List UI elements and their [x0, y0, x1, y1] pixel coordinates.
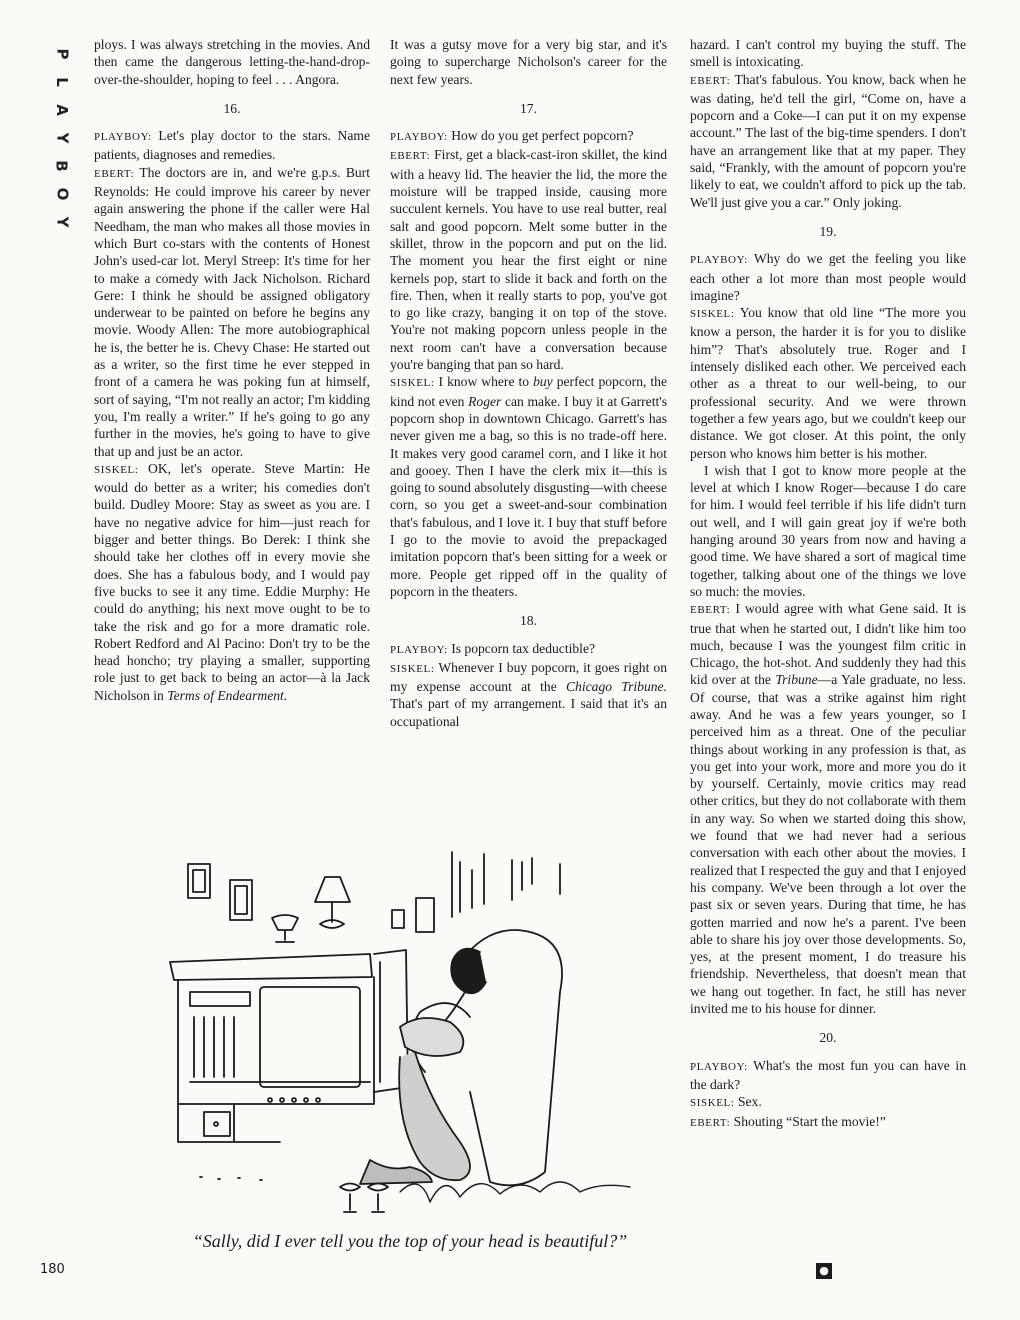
question-text: Why do we get the feeling you like each other a lot more than most people would imagine?: [690, 251, 966, 303]
answer-text: Sex.: [734, 1094, 762, 1110]
answer: [390, 373, 667, 600]
running-head-letter: O: [52, 187, 71, 201]
dial: [316, 1098, 320, 1102]
speaker-label: SISKEL:: [690, 1097, 735, 1110]
wall-frame: [416, 898, 434, 932]
film-title: Terms of Endearment.: [167, 687, 288, 703]
speaker-label: PLAYBOY:: [390, 643, 448, 656]
question-text: Is popcorn tax deductible?: [447, 640, 596, 656]
running-head-letter: A: [52, 104, 71, 116]
dial: [292, 1098, 296, 1102]
question: [390, 127, 667, 146]
wall-outlet: [392, 910, 404, 928]
rabbit-end-mark-icon: ●: [816, 1263, 832, 1279]
page-number: 180: [40, 1262, 65, 1277]
paragraph: hazard. I can't control my buying the stuff. The smell is intoxicating.: [690, 37, 966, 70]
answer-text: You know that old line “The more you know a person, the harder it is for you to dislike him”? That's absolutely true. Roger and I intensely disliked each other. We perceived each other as a threat to our well-being, to our professional security. And we were thrown together a few years ago, but we couldn't keep our distance. We got closer. At this point, the only person who knows him better is his mother.: [690, 305, 966, 461]
question: [390, 640, 667, 659]
running-head-letter: P: [53, 48, 71, 60]
answer: [690, 600, 966, 1017]
lamp-base: [320, 902, 344, 928]
woman-hair: [400, 1018, 463, 1056]
speaker-label: EBERT:: [690, 1116, 731, 1129]
section-number: 18.: [520, 613, 537, 629]
speaker-label: SISKEL:: [390, 377, 435, 390]
answer: [690, 1093, 966, 1112]
answer-text: perfect popcorn, the kind not even: [390, 374, 667, 409]
running-head: [52, 40, 72, 236]
woman-dress: [399, 1052, 470, 1180]
speaker-label: EBERT:: [390, 150, 431, 163]
answer: [690, 304, 966, 462]
cartoon-illustration: [160, 842, 660, 1220]
tv-screen: [260, 987, 360, 1087]
running-head-letter: B: [53, 160, 71, 172]
answer-text: OK, let's operate. Steve Martin: He would do better as a writer; his comedies don't build. Dudley Moore: Stay as sweet as you are. I have no negative advice for him—just reach for bigger and better things. Bo Derek: I think she should take her clothes off in every movie she does. She has a fabulous body, and I would pay five bucks to see it any time. Eddie Murphy: He could do anything; his next move ought to be to take the risk and go for a more dramatic role. Robert Redford and Al Pacino: Don't try to be the head honcho; try playing a smaller, supporting role just to get back to being an actor—à la Jack Nicholson in: [94, 460, 370, 703]
section-number: 19.: [819, 223, 837, 239]
speaker-label: SISKEL:: [94, 463, 139, 476]
question: [690, 250, 966, 304]
question-text: What's the most fun you can have in the dark?: [690, 1057, 966, 1092]
cartoon-caption: “Sally, did I ever tell you the top of your head is beautiful?”: [192, 1231, 628, 1251]
answer: [690, 71, 966, 211]
column-1: [94, 36, 370, 704]
paragraph: ploys. I was always stretching in the movies. And then came the dangerous letting-the-hand-drop-over-the-shoulder, hoping to feel . . . Angora.: [94, 37, 370, 87]
dial: [268, 1098, 272, 1102]
picture-frame: [188, 864, 210, 898]
newspaper-title: Chicago Tribune.: [565, 679, 667, 695]
speaker-label: EBERT:: [690, 604, 731, 617]
section-number: 20.: [819, 1030, 837, 1046]
speaker-label: PLAYBOY:: [690, 254, 748, 267]
answer: [390, 146, 667, 373]
running-head-letter: Y: [53, 216, 71, 228]
answer: [94, 164, 370, 460]
column-2: [390, 36, 667, 730]
speaker-label: SISKEL:: [690, 308, 735, 321]
answer-text: I know where to: [434, 374, 534, 390]
answer-text: That's part of my arrangement. I said that it's an occupational: [390, 696, 667, 729]
speaker-label: PLAYBOY:: [690, 1060, 748, 1073]
answer-text: —a Yale graduate, no less. Of course, that was a strike against him right away. And he was a few years younger, so I perceived him as a threat. One of the peculiar things about working in any profession is that, as you get into your work, more and more you do it by yourself. Certainly, movie critics may read other critics, but they do not collaborate with them in any way. So when we started doing this show, we found that we had never had a serious conversation with each other about the movies. I realized that I respected the guy and that I enjoyed his company. We've been through a lot over the past six or seven years. During that time, he has gotten married and now he's a parent. I've been able to share his joy over those developments. So, yes, at the present moment, I do treasure his friendship. Nevertheless, that doesn't mean that we hang out together. In fact, he still has never invited me to his house for dinner.: [690, 672, 966, 1017]
section-number: 16.: [223, 100, 241, 116]
answer-text: The doctors are in, and we're g.p.s. Burt Reynolds: He could improve his career by never again answering the phone if the caller were Hal Needham, the man who makes all those movies in which Burt co-stars with the contents of Honest John's used-car lot. Meryl Streep: It's time for her to make a comedy with Jack Nicholson. Richard Gere: I think he should be assigned obligatory underwear to be painted on before he begins any movie. Woody Allen: The more autobiographical he is, the better he is. Chevy Chase: He started out as a writer, so the first time he ever stepped in front of a camera he was poking fun at himself, sort of saying, “I'm not really an actor; I'm kidding you, I'm really a writer.” If he's going to go any further in the movies, he's going to have to give that up and just be an actor.: [94, 164, 370, 459]
drawer-knob: [214, 1122, 218, 1126]
answer-text: That's fabulous. You know, back when he was dating, he'd tell the girl, “Come on, have a popcorn and a Coke—I can put it on my expense account.” The last of the big-time spenders. I don't have an arrangement like that at my paper. They said, “Frankly, with the amount of popcorn you're likely to eat, we couldn't afford to pick up the tab. We'll just give you a car.” Only joking.: [690, 71, 966, 210]
cabinet-body: [178, 977, 374, 1104]
running-head-letter: Y: [53, 132, 71, 144]
picture-frame-inner: [235, 886, 247, 914]
stereo-receiver: [190, 992, 250, 1006]
answer-text: Whenever I buy popcorn, it goes right on my expense account at the: [390, 659, 667, 695]
trophy: [272, 915, 298, 942]
section-number: 17.: [520, 100, 537, 116]
dial: [304, 1098, 308, 1102]
drawer: [204, 1112, 230, 1136]
wall-hatching: [452, 852, 560, 917]
paragraph: I wish that I got to know more people at the level at which I know Roger—because I do care for him. I would feel terrible if his life didn't turn out well, and I will gain great joy if we're both hanging around 30 years from now and having a good time. We have shared a sort of magical time together, talking about one of the things we love so much: the movies.: [690, 462, 966, 599]
running-head-letter: L: [53, 77, 71, 87]
answer: [690, 1113, 966, 1132]
speaker-label: SISKEL:: [390, 662, 435, 675]
question: [94, 127, 370, 164]
record-shelf: [194, 1017, 234, 1077]
man-head: [451, 949, 486, 994]
answer: [390, 659, 667, 730]
wine-glass: [368, 1184, 388, 1213]
answer-text: can make. I buy it at Garrett's popcorn shop in downtown Chicago. Garrett's has never given me a bag, so this is no trade-off here. It makes very good caramel corn, and I like it hot and gooey. Then I have the clerk mix it—this is going to sound absolutely disgusting—with cheese corn, so you get a sweet-and-sour combination that's fabulous, and I love it. I buy that stuff before I go to the movie to avoid the prepackaged imitation popcorn that's been sitting for a week or more. People get ripped off in the quality of popcorn in the theaters.: [390, 393, 667, 599]
answer-text: Shouting “Start the movie!”: [730, 1113, 886, 1129]
lamp-shade: [315, 877, 350, 902]
picture-frame-inner: [193, 870, 205, 892]
answer-text: First, get a black-cast-iron skillet, the kind with a heavy lid. The heavier the lid, the more the moisture will be trapped inside, causing more succulent kernels. You have to use real butter, real salt and good popcorn. Melt some butter in the skillet, throw in the popcorn and put on the lid. The moment you hear the first eight or nine kernels pop, start to slide it back and forth on the fire. Then, when it really starts to pop, you've got to go like crazy, banging it on top of the stove. You're not making popcorn unless people in the next room can't have a conversation because you're banging that pan so hard.: [390, 147, 667, 373]
speaker-label: PLAYBOY:: [94, 131, 152, 144]
newspaper-title: Tribune: [775, 672, 818, 688]
question-text: How do you get perfect popcorn?: [447, 128, 634, 144]
speaker-label: EBERT:: [690, 74, 731, 87]
column-3: [690, 36, 966, 1132]
answer-text: I would agree with what Gene said. It is true that when he started out, I didn't like him too much, because I was the youngest film critic in Chicago, the hot-shot. And suddenly they had this kid over at the: [690, 601, 966, 688]
speaker-label: PLAYBOY:: [390, 131, 448, 144]
emphasis: buy: [533, 374, 553, 390]
answer: [94, 460, 370, 704]
emphasis: Roger: [468, 393, 502, 409]
speaker-label: EBERT:: [94, 167, 135, 180]
cabinet-top: [170, 954, 372, 980]
question-text: Let's play doctor to the stars. Name patients, diagnoses and remedies.: [94, 128, 370, 163]
floor-marks: [200, 1177, 264, 1180]
paragraph: It was a gutsy move for a very big star, and it's going to supercharge Nicholson's career for the next few years.: [390, 37, 667, 87]
wine-glass: [340, 1184, 360, 1213]
dial: [280, 1098, 284, 1102]
question: [690, 1057, 966, 1094]
